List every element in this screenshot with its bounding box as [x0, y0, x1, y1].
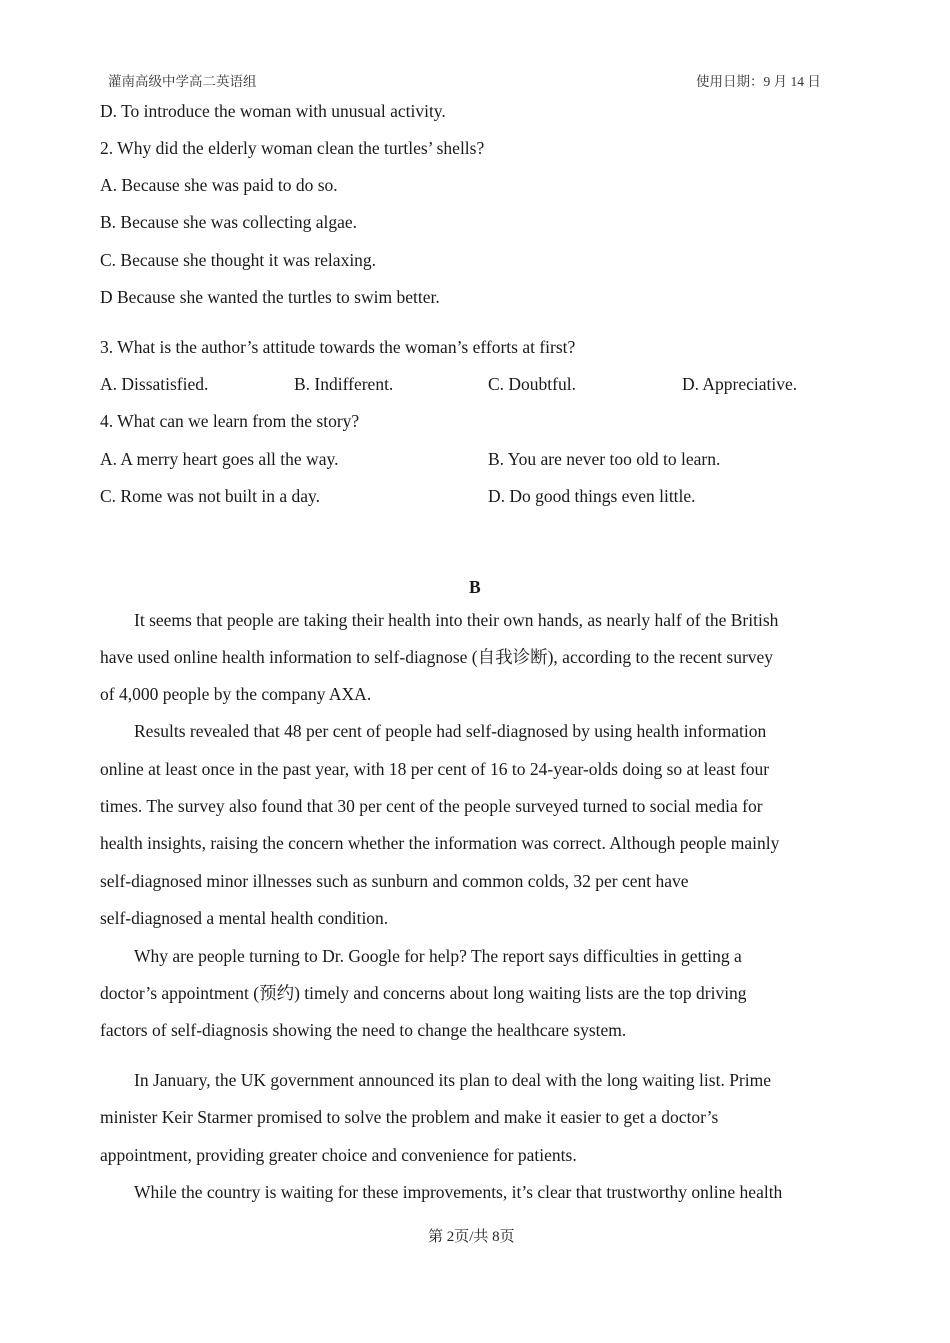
passage-line: minister Keir Starmer promised to solve the problem and make it easier to get a doctor’s [100, 1107, 719, 1127]
passage-line: have used online health information to self-diagnose (自我诊断), according to the recent survey [100, 647, 774, 667]
passage-line: In January, the UK government announced its plan to deal with the long waiting list. Prime [134, 1070, 771, 1090]
q4-option-a: A. A merry heart goes all the way. [100, 449, 339, 469]
passage-line: self-diagnosed a mental health condition. [100, 908, 389, 928]
q4-option-c: C. Rome was not built in a day. [100, 486, 321, 506]
q3-option-d: D. Appreciative. [682, 374, 798, 394]
q4-question: 4. What can we learn from the story? [100, 411, 360, 431]
passage-line: of 4,000 people by the company AXA. [100, 684, 372, 704]
passage-line: While the country is waiting for these improvements, it’s clear that trustworthy online health [134, 1182, 783, 1202]
passage-line: self-diagnosed minor illnesses such as sunburn and common colds, 32 per cent have [100, 871, 689, 891]
q1-option-d: D. To introduce the woman with unusual activity. [100, 101, 446, 121]
q2-option-b: B. Because she was collecting algae. [100, 212, 358, 232]
passage-line: Why are people turning to Dr. Google for help? The report says difficulties in getting a [134, 946, 742, 966]
passage-line: It seems that people are taking their health into their own hands, as nearly half of the British [134, 610, 779, 630]
q2-option-a: A. Because she was paid to do so. [100, 175, 338, 195]
q4-option-b: B. You are never too old to learn. [488, 449, 721, 469]
passage-line: appointment, providing greater choice and convenience for patients. [100, 1145, 577, 1165]
passage-line: health insights, raising the concern whether the information was correct. Although people mainly [100, 833, 780, 853]
q2-option-c: C. Because she thought it was relaxing. [100, 250, 377, 270]
q2-option-d: D Because she wanted the turtles to swim better. [100, 287, 440, 307]
header-school: 灌南高级中学高二英语组 [108, 74, 257, 89]
passage-line: factors of self-diagnosis showing the need to change the healthcare system. [100, 1020, 627, 1040]
q3-question: 3. What is the author’s attitude towards the woman’s efforts at first? [100, 337, 576, 357]
q3-option-c: C. Doubtful. [488, 374, 576, 394]
q3-option-b: B. Indifferent. [294, 374, 394, 394]
passage-line: times. The survey also found that 30 per cent of the people surveyed turned to social media for [100, 796, 763, 816]
header-date: 使用日期：9 月 14 日 [696, 74, 821, 89]
q2-question: 2. Why did the elderly woman clean the turtles’ shells? [100, 138, 485, 158]
passage-line: online at least once in the past year, with 18 per cent of 16 to 24-year-olds doing so at least four [100, 759, 770, 779]
q4-option-d: D. Do good things even little. [488, 486, 696, 506]
passage-line: Results revealed that 48 per cent of people had self-diagnosed by using health information [134, 721, 767, 741]
q3-option-a: A. Dissatisfied. [100, 374, 209, 394]
page-number: 第 2页/共 8页 [428, 1229, 515, 1245]
section-b-title: B [469, 577, 481, 597]
passage-line: doctor’s appointment (预约) timely and concerns about long waiting lists are the top driving [100, 983, 747, 1003]
